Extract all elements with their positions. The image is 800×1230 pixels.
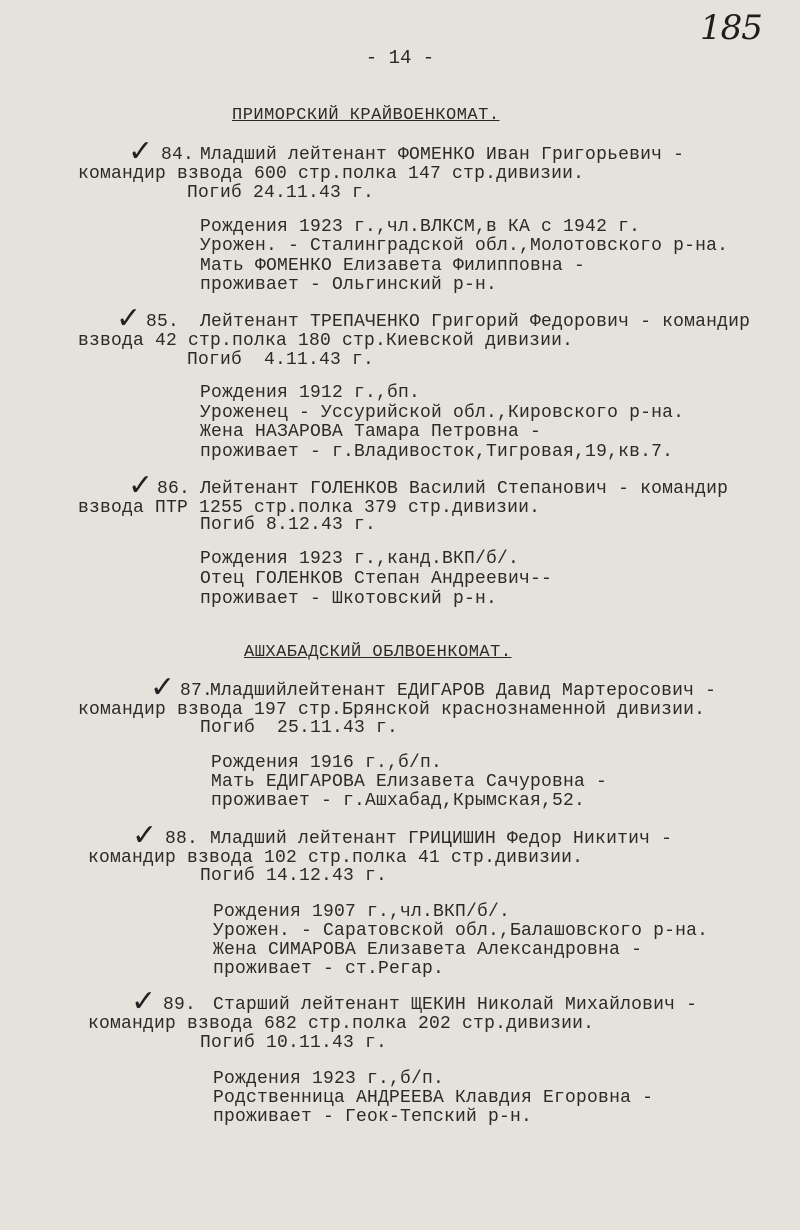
- entry-death: Погиб 14.12.43 г.: [200, 866, 388, 886]
- entry-detail: проживает - г.Владивосток,Тигровая,19,кв.7.: [200, 442, 674, 462]
- entry-line: Младший лейтенант ГРИЦИШИН Федор Никитич -: [210, 829, 673, 849]
- entry-death: Погиб 4.11.43 г.: [187, 350, 375, 370]
- entry-detail: Рождения 1916 г.,б/п.: [211, 753, 443, 773]
- page-number: - 14 -: [365, 47, 435, 69]
- entry-line: Младшийлейтенант ЕДИГАРОВ Давид Мартеросович -: [210, 681, 717, 701]
- entry-detail: Урожен. - Саратовской обл.,Балашовского р-на.: [213, 921, 709, 941]
- checkmark-icon: ✓: [132, 818, 158, 853]
- entry-number: 86.: [157, 479, 191, 499]
- checkmark-icon: ✓: [131, 984, 157, 1019]
- entry-detail: Рождения 1923 г.,б/п.: [213, 1069, 445, 1089]
- entry-number: 89.: [163, 995, 197, 1015]
- entry-line: взвода ПТР 1255 стр.полка 379 стр.дивизии.: [78, 498, 541, 518]
- handwritten-page-number: 185: [700, 8, 762, 48]
- entry-line: командир взвода 682 стр.полка 202 стр.дивизии.: [88, 1014, 595, 1034]
- entry-detail: Рождения 1923 г.,канд.ВКП/б/.: [200, 549, 520, 569]
- entry-detail: проживает - ст.Регар.: [213, 959, 445, 979]
- checkmark-icon: ✓: [128, 134, 154, 169]
- checkmark-icon: ✓: [128, 468, 154, 503]
- entry-line: командир взвода 102 стр.полка 41 стр.дивизии.: [88, 848, 584, 868]
- entry-detail: Урожен. - Сталинградской обл.,Молотовского р-на.: [200, 236, 729, 256]
- entry-detail: проживает - Шкотовский р-н.: [200, 589, 498, 609]
- entry-detail: Рождения 1923 г.,чл.ВЛКСМ,в КА с 1942 г.: [200, 217, 641, 237]
- checkmark-icon: ✓: [116, 301, 142, 336]
- entry-detail: Жена СИМАРОВА Елизавета Александровна -: [213, 940, 643, 960]
- section-heading: АШХАБАДСКИЙ ОБЛВОЕНКОМАТ.: [244, 643, 512, 662]
- entry-detail: Рождения 1907 г.,чл.ВКП/б/.: [213, 902, 511, 922]
- entry-detail: Мать ФОМЕНКО Елизавета Филипповна -: [200, 256, 586, 276]
- entry-detail: проживает - г.Ашхабад,Крымская,52.: [211, 791, 586, 811]
- entry-number: 88.: [165, 829, 199, 849]
- entry-line: Лейтенант ТРЕПАЧЕНКО Григорий Федорович - командир: [200, 312, 751, 332]
- entry-line: командир взвода 600 стр.полка 147 стр.дивизии.: [78, 164, 585, 184]
- entry-line: командир взвода 197 стр.Брянской краснознаменной дивизии.: [78, 700, 706, 720]
- entry-detail: Родственница АНДРЕЕВА Клавдия Егоровна -: [213, 1088, 654, 1108]
- entry-death: Погиб 25.11.43 г.: [200, 718, 399, 738]
- entry-detail: Уроженец - Уссурийской обл.,Кировского р-на.: [200, 403, 685, 423]
- entry-death: Погиб 8.12.43 г.: [200, 515, 377, 535]
- entry-line: Младший лейтенант ФОМЕНКО Иван Григорьевич -: [200, 145, 685, 165]
- entry-detail: Мать ЕДИГАРОВА Елизавета Сачуровна -: [211, 772, 608, 792]
- entry-line: Старший лейтенант ЩЕКИН Николай Михайлович -: [213, 995, 698, 1015]
- entry-death: Погиб 24.11.43 г.: [187, 183, 375, 203]
- entry-detail: Рождения 1912 г.,бп.: [200, 383, 421, 403]
- entry-detail: проживает - Ольгинский р-н.: [200, 275, 498, 295]
- entry-number: 84.: [161, 145, 195, 165]
- entry-number: 87.: [180, 681, 214, 701]
- entry-death: Погиб 10.11.43 г.: [200, 1033, 388, 1053]
- entry-detail: Жена НАЗАРОВА Тамара Петровна -: [200, 422, 542, 442]
- section-heading: ПРИМОРСКИЙ КРАЙВОЕНКОМАТ.: [232, 106, 500, 125]
- entry-line: Лейтенант ГОЛЕНКОВ Василий Степанович - командир: [200, 479, 729, 499]
- checkmark-icon: ✓: [150, 670, 176, 705]
- entry-number: 85.: [146, 312, 180, 332]
- entry-line: взвода 42 стр.полка 180 стр.Киевской дивизии.: [78, 331, 574, 351]
- entry-detail: Отец ГОЛЕНКОВ Степан Андреевич--: [200, 569, 553, 589]
- entry-detail: проживает - Геок-Тепский р-н.: [213, 1107, 533, 1127]
